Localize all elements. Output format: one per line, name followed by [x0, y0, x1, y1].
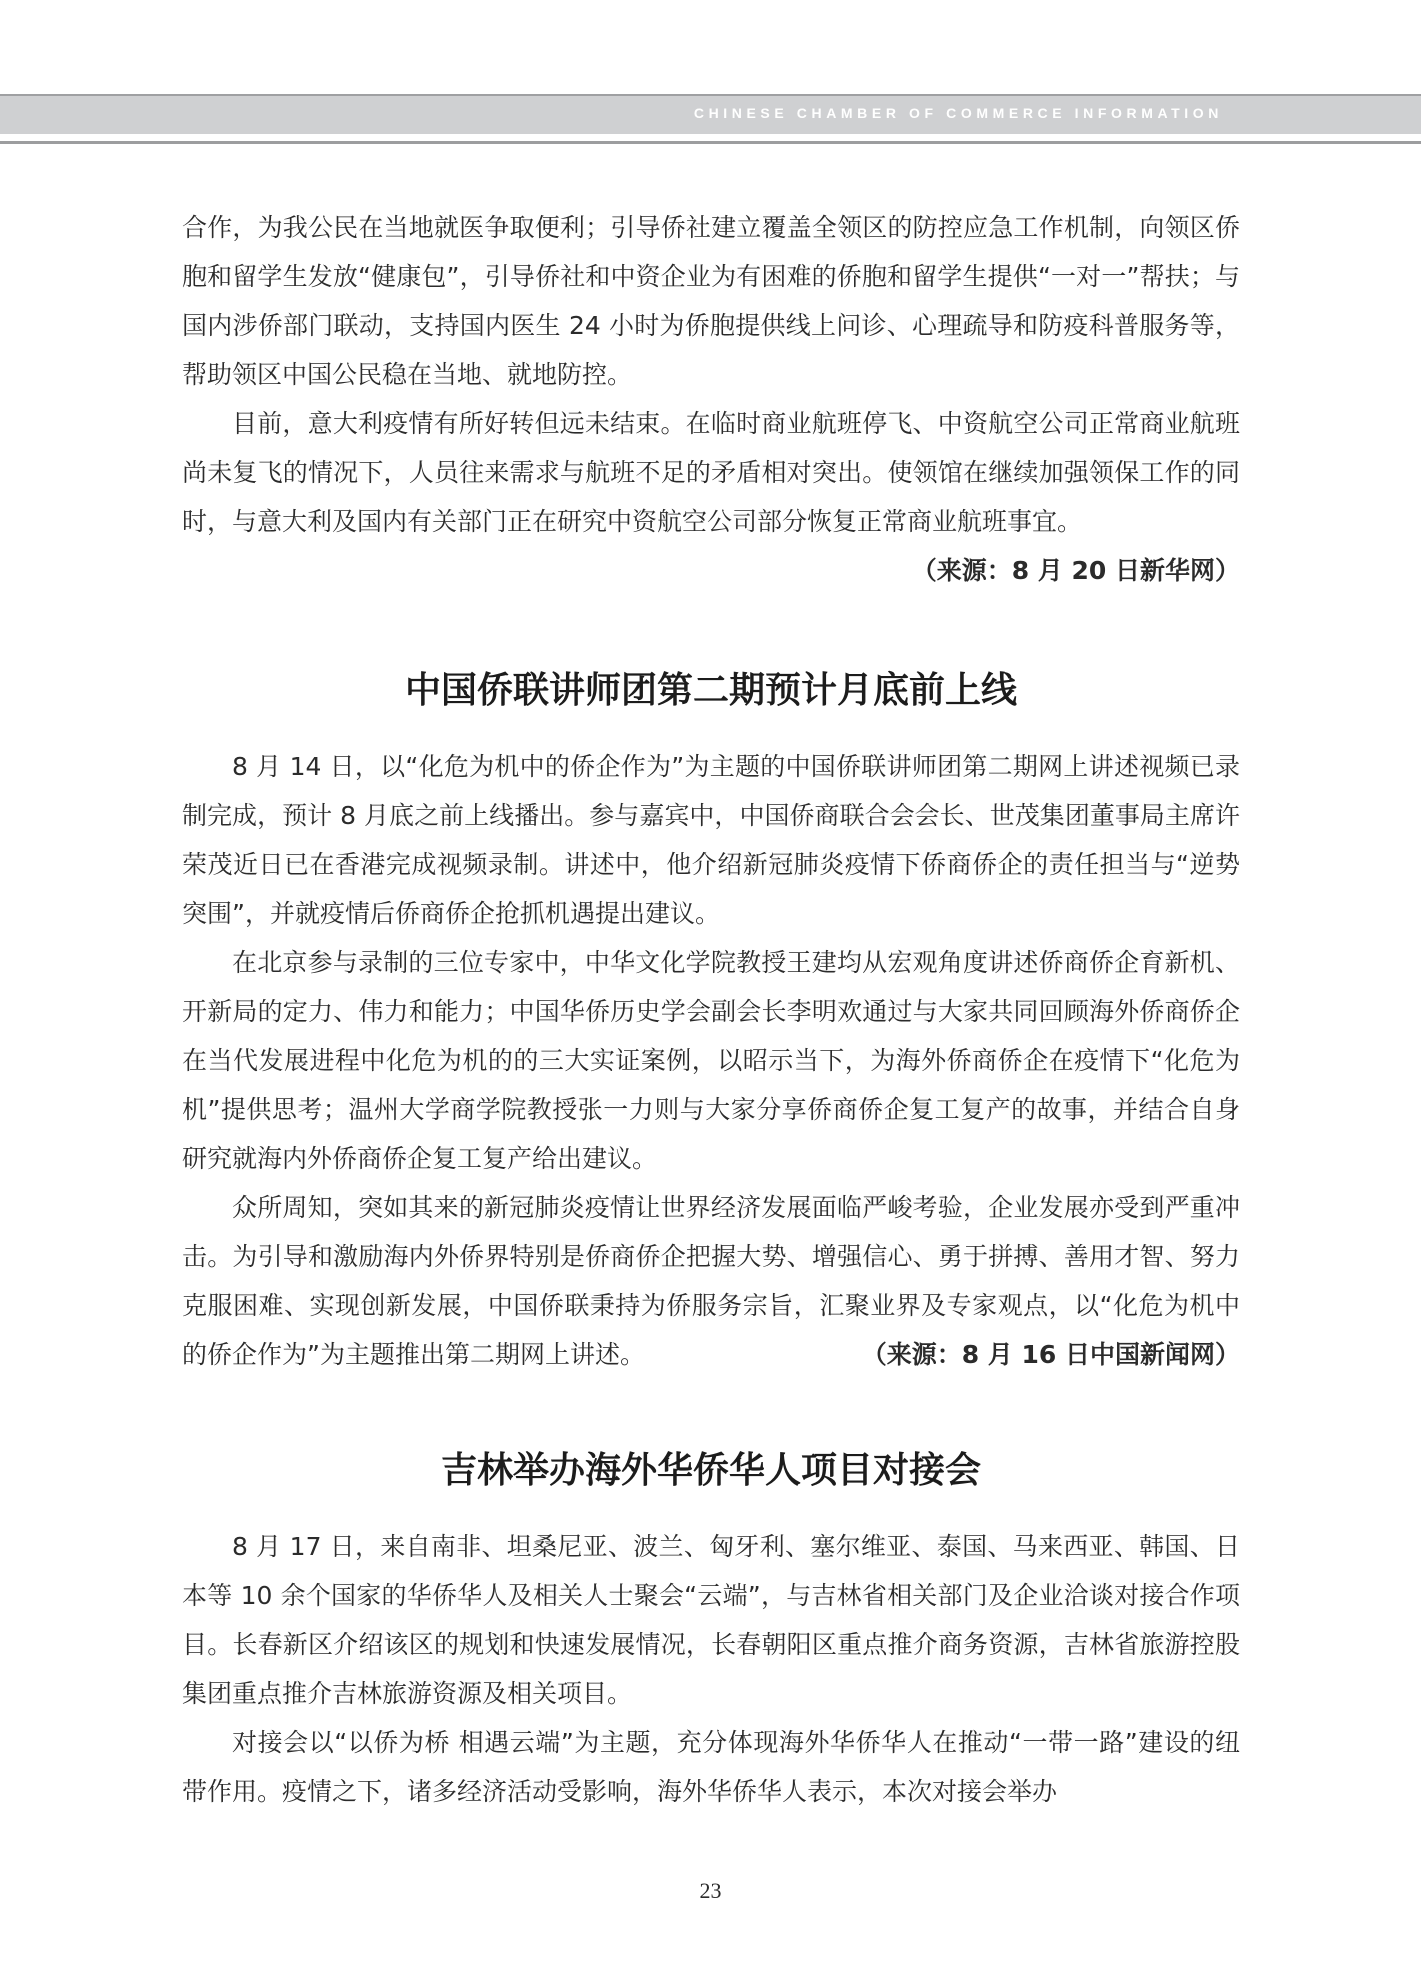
article-title: 吉林举办海外华侨华人项目对接会	[440, 1450, 981, 1491]
paragraph: 8 月 14 日，以“化危为机中的侨企作为”为主题的中国侨联讲师团第二期网上讲述视频已录制完成，预计 8 月底之前上线播出。参与嘉宾中，中国侨商联合会会长、世茂集团董事局主席许荣茂近日已在香港完成视频录制。讲述中，他介绍新冠肺炎疫情下侨商侨企的责任担当与“逆势突围”，并就疫情后侨商侨企抢抓机遇提出建议。	[182, 752, 1240, 928]
paragraph: 在北京参与录制的三位专家中，中华文化学院教授王建均从宏观角度讲述侨商侨企育新机、开新局的定力、伟力和能力；中国华侨历史学会副会长李明欢通过与大家共同回顾海外侨商侨企在当代发展进程中化危为机的的三大实证案例，以昭示当下，为海外侨商侨企在疫情下“化危为机”提供思考；温州大学商学院教授张一力则与大家分享侨商侨企复工复产的故事，并结合自身研究就海内外侨商侨企复工复产给出建议。	[182, 948, 1240, 1173]
article-jilin-matchmaking	[182, 1447, 1240, 1816]
article-lecture-group	[182, 667, 1240, 1379]
source-citation: （来源：8 月 16 日中国新闻网）	[861, 1340, 1240, 1369]
paragraph: 合作，为我公民在当地就医争取便利；引导侨社建立覆盖全领区的防控应急工作机制，向领区侨胞和留学生发放“健康包”，引导侨社和中资企业为有困难的侨胞和留学生提供“一对一”帮扶；与国内涉侨部门联动，支持国内医生 24 小时为侨胞提供线上问诊、心理疏导和防疫科普服务等，帮助领区中国公民稳在当地、就地防控。	[182, 213, 1240, 389]
source-citation: （来源：8 月 20 日新华网）	[911, 556, 1240, 585]
page-number: 23	[699, 1878, 722, 1903]
header-divider	[0, 141, 1421, 144]
article-title: 中国侨联讲师团第二期预计月底前上线	[404, 670, 1017, 711]
paragraph: 对接会以“以侨为桥 相遇云端”为主题，充分体现海外华侨华人在推动“一带一路”建设的纽带作用。疫情之下，诸多经济活动受影响，海外华侨华人表示，本次对接会举办	[182, 1728, 1240, 1806]
article-previous-continuation	[182, 203, 1240, 595]
paragraph-text: 众所周知，突如其来的新冠肺炎疫情让世界经济发展面临严峻考验，企业发展亦受到严重冲击。为引导和激励海内外侨界特别是侨商侨企把握大势、增强信心、勇于拼搏、善用才智、努力克服困难、实现创新发展，中国侨联秉持为侨服务宗旨，汇聚业界及专家观点，以“化危为机中的侨企作为”为主题推出第二期网上讲述。	[182, 1193, 1240, 1369]
page-content	[182, 203, 1240, 1816]
paragraph	[182, 1183, 1240, 1379]
paragraph-text: 目前，意大利疫情有所好转但远未结束。在临时商业航班停飞、中资航空公司正常商业航班尚未复飞的情况下，人员往来需求与航班不足的矛盾相对突出。使领馆在继续加强领保工作的同时，与意大利及国内有关部门正在研究中资航空公司部分恢复正常商业航班事宜。	[182, 409, 1240, 536]
header-band-top-line	[0, 94, 1421, 96]
paragraph	[182, 399, 1240, 595]
running-header-title: CHINESE CHAMBER OF COMMERCE INFORMATION	[693, 105, 1223, 121]
paragraph: 8 月 17 日，来自南非、坦桑尼亚、波兰、匈牙利、塞尔维亚、泰国、马来西亚、韩国、日本等 10 余个国家的华侨华人及相关人士聚会“云端”，与吉林省相关部门及企业洽谈对接合作项目。长春新区介绍该区的规划和快速发展情况，长春朝阳区重点推介商务资源，吉林省旅游控股集团重点推介吉林旅游资源及相关项目。	[182, 1532, 1240, 1708]
